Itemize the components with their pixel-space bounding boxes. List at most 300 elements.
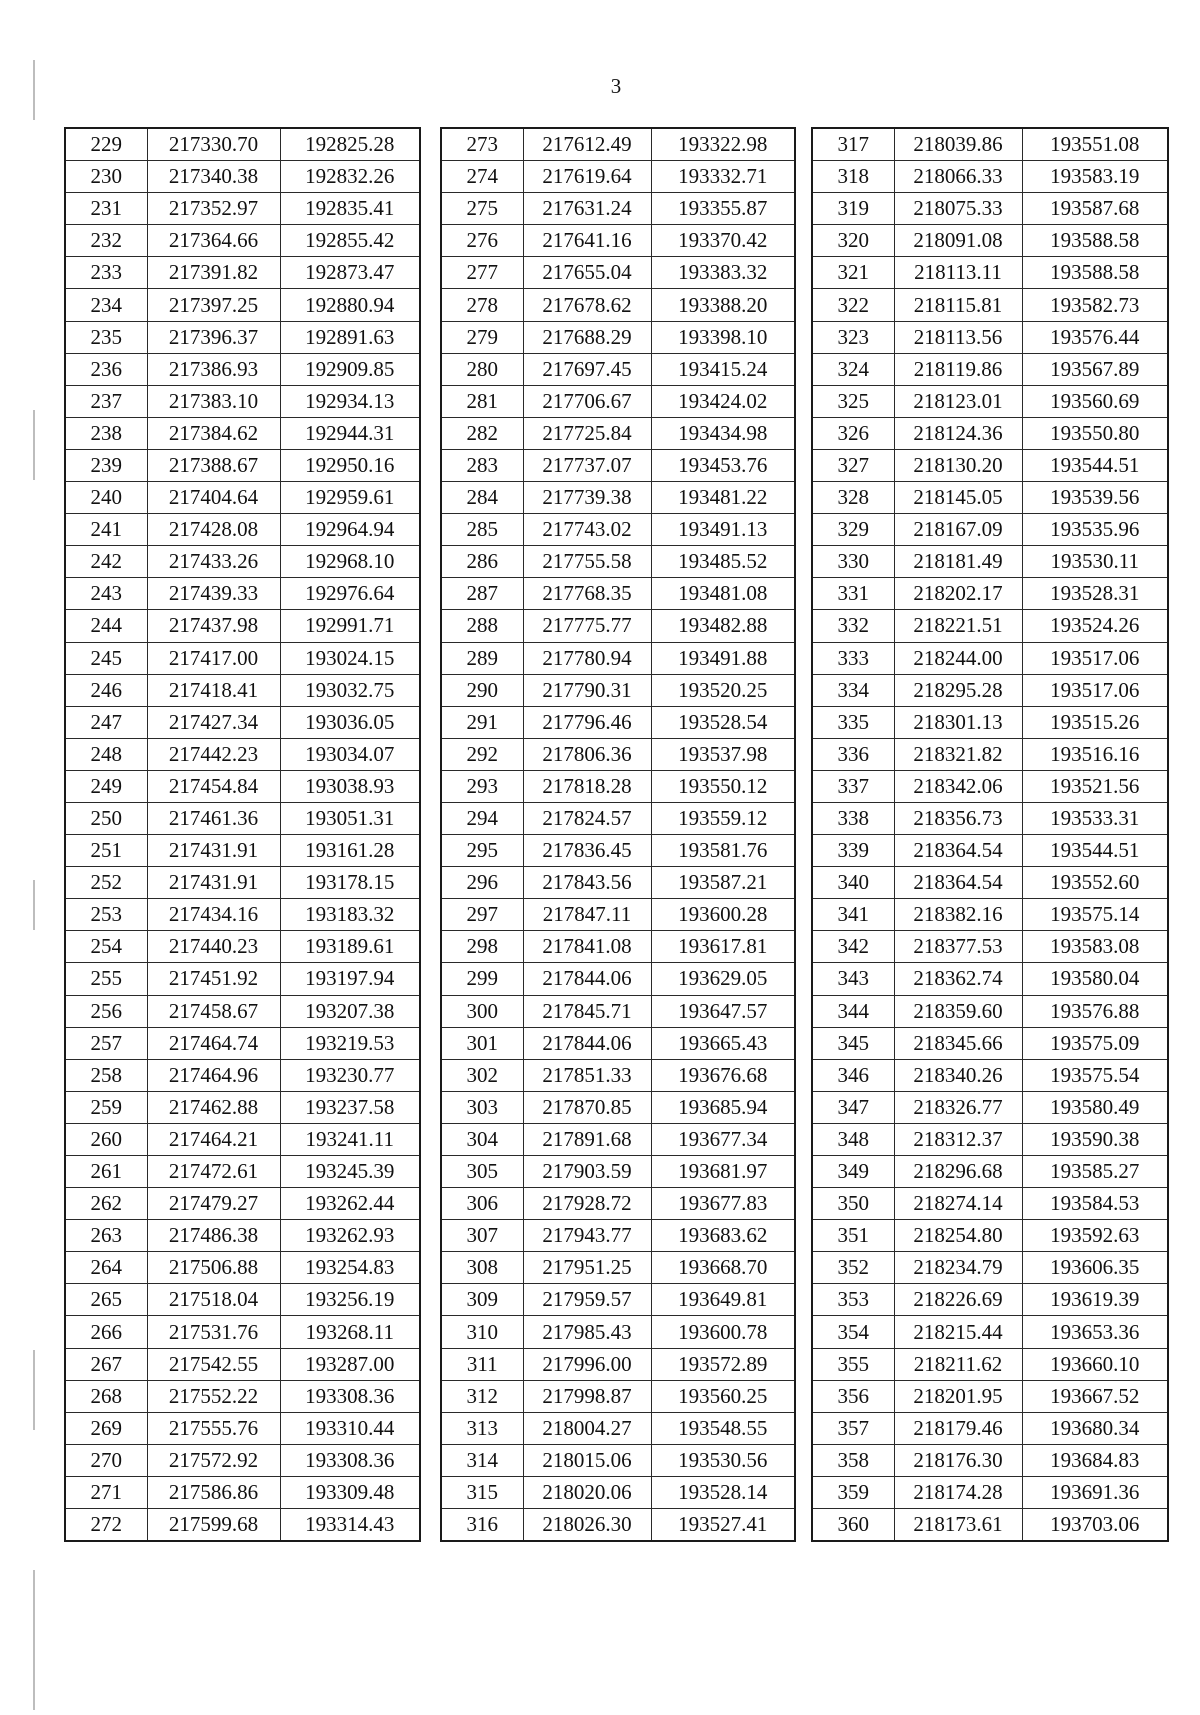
y-coordinate-cell: 193576.44 [1022,321,1168,353]
y-coordinate-cell: 193032.75 [280,674,420,706]
table-row [812,257,1168,289]
point-number-cell: 349 [812,1156,894,1188]
table-row [812,546,1168,578]
table-row [812,417,1168,449]
x-coordinate-cell: 218124.36 [894,417,1022,449]
table-row [441,1509,795,1542]
x-coordinate-cell: 217352.97 [147,193,280,225]
table-row [812,225,1168,257]
x-coordinate-cell: 217586.86 [147,1476,280,1508]
y-coordinate-cell: 192934.13 [280,385,420,417]
y-coordinate-cell: 193684.83 [1022,1444,1168,1476]
table-row [65,1091,420,1123]
table-row [812,931,1168,963]
point-number-cell: 344 [812,995,894,1027]
table-row [65,321,420,353]
table-row [65,899,420,931]
x-coordinate-cell: 217959.57 [523,1284,651,1316]
point-number-cell: 353 [812,1284,894,1316]
table-row [812,1380,1168,1412]
table-row [812,1348,1168,1380]
table-row [65,128,420,161]
y-coordinate-cell: 193036.05 [280,706,420,738]
point-number-cell: 297 [441,899,523,931]
x-coordinate-cell: 217985.43 [523,1316,651,1348]
x-coordinate-cell: 217506.88 [147,1252,280,1284]
y-coordinate-cell: 193524.26 [1022,610,1168,642]
x-coordinate-cell: 218015.06 [523,1444,651,1476]
table-row [65,225,420,257]
point-number-cell: 328 [812,482,894,514]
point-number-cell: 311 [441,1348,523,1380]
point-number-cell: 258 [65,1059,147,1091]
x-coordinate-cell: 217330.70 [147,128,280,161]
table-row [812,289,1168,321]
x-coordinate-cell: 218201.95 [894,1380,1022,1412]
y-coordinate-cell: 192880.94 [280,289,420,321]
y-coordinate-cell: 193178.15 [280,867,420,899]
y-coordinate-cell: 193051.31 [280,802,420,834]
x-coordinate-cell: 218075.33 [894,193,1022,225]
table-row [441,1220,795,1252]
point-number-cell: 303 [441,1091,523,1123]
y-coordinate-cell: 193685.94 [651,1091,795,1123]
table-row [812,1188,1168,1220]
y-coordinate-cell: 193677.83 [651,1188,795,1220]
point-number-cell: 276 [441,225,523,257]
point-number-cell: 294 [441,802,523,834]
x-coordinate-cell: 217384.62 [147,417,280,449]
y-coordinate-cell: 193567.89 [1022,353,1168,385]
point-number-cell: 254 [65,931,147,963]
scan-margin-line [33,1350,35,1430]
y-coordinate-cell: 193207.38 [280,995,420,1027]
table-row [65,1188,420,1220]
point-number-cell: 310 [441,1316,523,1348]
x-coordinate-cell: 218296.68 [894,1156,1022,1188]
point-number-cell: 242 [65,546,147,578]
scan-margin-line [33,410,35,480]
x-coordinate-cell: 218254.80 [894,1220,1022,1252]
y-coordinate-cell: 193552.60 [1022,867,1168,899]
point-number-cell: 236 [65,353,147,385]
y-coordinate-cell: 193308.36 [280,1444,420,1476]
y-coordinate-cell: 193197.94 [280,963,420,995]
y-coordinate-cell: 193530.11 [1022,546,1168,578]
table-row [812,449,1168,481]
x-coordinate-cell: 218244.00 [894,642,1022,674]
table-row [65,1380,420,1412]
x-coordinate-cell: 217612.49 [523,128,651,161]
table-row [441,706,795,738]
table-row [812,835,1168,867]
x-coordinate-cell: 217454.84 [147,770,280,802]
x-coordinate-cell: 218312.37 [894,1123,1022,1155]
x-coordinate-cell: 218145.05 [894,482,1022,514]
y-coordinate-cell: 193703.06 [1022,1509,1168,1542]
table-row [812,193,1168,225]
x-coordinate-cell: 218295.28 [894,674,1022,706]
coordinate-table-3 [811,127,1169,1542]
table-row [65,1316,420,1348]
x-coordinate-cell: 218202.17 [894,578,1022,610]
x-coordinate-cell: 217451.92 [147,963,280,995]
x-coordinate-cell: 218004.27 [523,1412,651,1444]
point-number-cell: 245 [65,642,147,674]
point-number-cell: 244 [65,610,147,642]
point-number-cell: 300 [441,995,523,1027]
table-row [441,610,795,642]
table-row [812,482,1168,514]
table-row [812,995,1168,1027]
table-row [65,995,420,1027]
x-coordinate-cell: 218359.60 [894,995,1022,1027]
x-coordinate-cell: 217479.27 [147,1188,280,1220]
scan-margin-line [33,1570,35,1710]
table-row [441,1123,795,1155]
x-coordinate-cell: 217619.64 [523,161,651,193]
x-coordinate-cell: 218113.11 [894,257,1022,289]
x-coordinate-cell: 217431.91 [147,867,280,899]
table-row [65,963,420,995]
y-coordinate-cell: 193481.22 [651,482,795,514]
point-number-cell: 331 [812,578,894,610]
table-row [812,642,1168,674]
y-coordinate-cell: 193528.31 [1022,578,1168,610]
x-coordinate-cell: 217461.36 [147,802,280,834]
coordinate-table-1 [64,127,421,1542]
point-number-cell: 280 [441,353,523,385]
point-number-cell: 325 [812,385,894,417]
point-number-cell: 317 [812,128,894,161]
scan-margin-line [33,880,35,930]
x-coordinate-cell: 217851.33 [523,1059,651,1091]
point-number-cell: 277 [441,257,523,289]
table-row [441,546,795,578]
table-row [65,802,420,834]
point-number-cell: 296 [441,867,523,899]
table-row [65,1156,420,1188]
point-number-cell: 260 [65,1123,147,1155]
table-row [812,1156,1168,1188]
point-number-cell: 307 [441,1220,523,1252]
table-row [812,1509,1168,1542]
x-coordinate-cell: 217780.94 [523,642,651,674]
point-number-cell: 231 [65,193,147,225]
point-number-cell: 271 [65,1476,147,1508]
point-number-cell: 333 [812,642,894,674]
y-coordinate-cell: 193588.58 [1022,257,1168,289]
table-row [441,1156,795,1188]
table-row [65,610,420,642]
table-row [441,642,795,674]
point-number-cell: 257 [65,1027,147,1059]
x-coordinate-cell: 217397.25 [147,289,280,321]
point-number-cell: 306 [441,1188,523,1220]
table-row [441,1027,795,1059]
table-row [65,289,420,321]
table-row [812,1444,1168,1476]
x-coordinate-cell: 218321.82 [894,738,1022,770]
point-number-cell: 278 [441,289,523,321]
point-number-cell: 250 [65,802,147,834]
point-number-cell: 308 [441,1252,523,1284]
table-row [65,1412,420,1444]
x-coordinate-cell: 217418.41 [147,674,280,706]
x-coordinate-cell: 218326.77 [894,1091,1022,1123]
table-row [441,867,795,899]
y-coordinate-cell: 193537.98 [651,738,795,770]
y-coordinate-cell: 192959.61 [280,482,420,514]
table-row [812,353,1168,385]
x-coordinate-cell: 217891.68 [523,1123,651,1155]
x-coordinate-cell: 218174.28 [894,1476,1022,1508]
table-row [441,899,795,931]
y-coordinate-cell: 193310.44 [280,1412,420,1444]
table-row [441,1412,795,1444]
y-coordinate-cell: 193516.16 [1022,738,1168,770]
point-number-cell: 313 [441,1412,523,1444]
point-number-cell: 315 [441,1476,523,1508]
x-coordinate-cell: 217340.38 [147,161,280,193]
point-number-cell: 268 [65,1380,147,1412]
table-row [65,1252,420,1284]
point-number-cell: 346 [812,1059,894,1091]
point-number-cell: 287 [441,578,523,610]
point-number-cell: 290 [441,674,523,706]
x-coordinate-cell: 217464.21 [147,1123,280,1155]
table-row [812,770,1168,802]
point-number-cell: 253 [65,899,147,931]
point-number-cell: 274 [441,161,523,193]
x-coordinate-cell: 217572.92 [147,1444,280,1476]
table-row [441,578,795,610]
table-row [65,1220,420,1252]
table-row [441,225,795,257]
point-number-cell: 279 [441,321,523,353]
table-row [812,1091,1168,1123]
y-coordinate-cell: 193230.77 [280,1059,420,1091]
table-row [441,1059,795,1091]
table-row [812,578,1168,610]
y-coordinate-cell: 192835.41 [280,193,420,225]
table-row [812,514,1168,546]
y-coordinate-cell: 193314.43 [280,1509,420,1542]
point-number-cell: 322 [812,289,894,321]
point-number-cell: 358 [812,1444,894,1476]
x-coordinate-cell: 217678.62 [523,289,651,321]
table-row [441,1091,795,1123]
point-number-cell: 336 [812,738,894,770]
x-coordinate-cell: 217391.82 [147,257,280,289]
x-coordinate-cell: 217790.31 [523,674,651,706]
table-row [441,1188,795,1220]
x-coordinate-cell: 217836.45 [523,835,651,867]
table-row [812,1252,1168,1284]
table-row [65,1027,420,1059]
table-row [441,1316,795,1348]
y-coordinate-cell: 193548.55 [651,1412,795,1444]
x-coordinate-cell: 217458.67 [147,995,280,1027]
y-coordinate-cell: 193485.52 [651,546,795,578]
x-coordinate-cell: 217818.28 [523,770,651,802]
y-coordinate-cell: 193322.98 [651,128,795,161]
point-number-cell: 309 [441,1284,523,1316]
table-row [65,674,420,706]
point-number-cell: 282 [441,417,523,449]
point-number-cell: 284 [441,482,523,514]
table-row [441,128,795,161]
y-coordinate-cell: 193588.58 [1022,225,1168,257]
y-coordinate-cell: 193583.08 [1022,931,1168,963]
y-coordinate-cell: 193481.08 [651,578,795,610]
point-number-cell: 337 [812,770,894,802]
page-number: 3 [610,74,622,98]
point-number-cell: 299 [441,963,523,995]
point-number-cell: 359 [812,1476,894,1508]
x-coordinate-cell: 217843.56 [523,867,651,899]
y-coordinate-cell: 193241.11 [280,1123,420,1155]
point-number-cell: 304 [441,1123,523,1155]
point-number-cell: 264 [65,1252,147,1284]
point-number-cell: 318 [812,161,894,193]
x-coordinate-cell: 218173.61 [894,1509,1022,1542]
y-coordinate-cell: 193521.56 [1022,770,1168,802]
point-number-cell: 233 [65,257,147,289]
table-row [65,1509,420,1542]
y-coordinate-cell: 193590.38 [1022,1123,1168,1155]
x-coordinate-cell: 217824.57 [523,802,651,834]
point-number-cell: 243 [65,578,147,610]
y-coordinate-cell: 193287.00 [280,1348,420,1380]
x-coordinate-cell: 217542.55 [147,1348,280,1380]
table-row [65,482,420,514]
x-coordinate-cell: 217641.16 [523,225,651,257]
y-coordinate-cell: 193660.10 [1022,1348,1168,1380]
point-number-cell: 262 [65,1188,147,1220]
table-row [812,1220,1168,1252]
point-number-cell: 321 [812,257,894,289]
y-coordinate-cell: 193491.88 [651,642,795,674]
point-number-cell: 316 [441,1509,523,1542]
point-number-cell: 348 [812,1123,894,1155]
y-coordinate-cell: 192873.47 [280,257,420,289]
table-row [441,161,795,193]
point-number-cell: 338 [812,802,894,834]
x-coordinate-cell: 217431.91 [147,835,280,867]
table-row [65,353,420,385]
point-number-cell: 298 [441,931,523,963]
x-coordinate-cell: 218119.86 [894,353,1022,385]
table-row [441,802,795,834]
x-coordinate-cell: 217404.64 [147,482,280,514]
y-coordinate-cell: 193262.93 [280,1220,420,1252]
table-row [441,193,795,225]
y-coordinate-cell: 193515.26 [1022,706,1168,738]
table-row [65,1123,420,1155]
x-coordinate-cell: 217439.33 [147,578,280,610]
y-coordinate-cell: 192964.94 [280,514,420,546]
table-row [812,1316,1168,1348]
table-row [65,257,420,289]
x-coordinate-cell: 217768.35 [523,578,651,610]
point-number-cell: 335 [812,706,894,738]
y-coordinate-cell: 193580.04 [1022,963,1168,995]
table-row [441,770,795,802]
y-coordinate-cell: 193535.96 [1022,514,1168,546]
x-coordinate-cell: 218364.54 [894,867,1022,899]
x-coordinate-cell: 217383.10 [147,385,280,417]
point-number-cell: 272 [65,1509,147,1542]
x-coordinate-cell: 218274.14 [894,1188,1022,1220]
y-coordinate-cell: 193583.19 [1022,161,1168,193]
point-number-cell: 229 [65,128,147,161]
y-coordinate-cell: 193309.48 [280,1476,420,1508]
x-coordinate-cell: 217631.24 [523,193,651,225]
table-row [441,1476,795,1508]
x-coordinate-cell: 217518.04 [147,1284,280,1316]
y-coordinate-cell: 193619.39 [1022,1284,1168,1316]
table-row [65,161,420,193]
x-coordinate-cell: 218176.30 [894,1444,1022,1476]
x-coordinate-cell: 218215.44 [894,1316,1022,1348]
point-number-cell: 327 [812,449,894,481]
y-coordinate-cell: 193262.44 [280,1188,420,1220]
y-coordinate-cell: 192855.42 [280,225,420,257]
point-number-cell: 293 [441,770,523,802]
x-coordinate-cell: 218221.51 [894,610,1022,642]
table-row [65,1284,420,1316]
table-row [441,417,795,449]
table-row [65,867,420,899]
table-row [812,899,1168,931]
point-number-cell: 237 [65,385,147,417]
y-coordinate-cell: 193665.43 [651,1027,795,1059]
table-row [812,867,1168,899]
table-row [441,257,795,289]
x-coordinate-cell: 218342.06 [894,770,1022,802]
x-coordinate-cell: 217428.08 [147,514,280,546]
table-row [65,417,420,449]
point-number-cell: 302 [441,1059,523,1091]
point-number-cell: 270 [65,1444,147,1476]
table-row [812,1284,1168,1316]
y-coordinate-cell: 193667.52 [1022,1380,1168,1412]
y-coordinate-cell: 193606.35 [1022,1252,1168,1284]
y-coordinate-cell: 193680.34 [1022,1412,1168,1444]
y-coordinate-cell: 193434.98 [651,417,795,449]
table-row [812,1027,1168,1059]
x-coordinate-cell: 218039.86 [894,128,1022,161]
x-coordinate-cell: 218181.49 [894,546,1022,578]
y-coordinate-cell: 193676.68 [651,1059,795,1091]
table-row [441,482,795,514]
y-coordinate-cell: 192909.85 [280,353,420,385]
point-number-cell: 324 [812,353,894,385]
y-coordinate-cell: 193370.42 [651,225,795,257]
point-number-cell: 246 [65,674,147,706]
x-coordinate-cell: 217796.46 [523,706,651,738]
y-coordinate-cell: 193355.87 [651,193,795,225]
y-coordinate-cell: 193572.89 [651,1348,795,1380]
point-number-cell: 286 [441,546,523,578]
point-number-cell: 323 [812,321,894,353]
x-coordinate-cell: 217775.77 [523,610,651,642]
point-number-cell: 340 [812,867,894,899]
point-number-cell: 240 [65,482,147,514]
point-number-cell: 249 [65,770,147,802]
point-number-cell: 266 [65,1316,147,1348]
